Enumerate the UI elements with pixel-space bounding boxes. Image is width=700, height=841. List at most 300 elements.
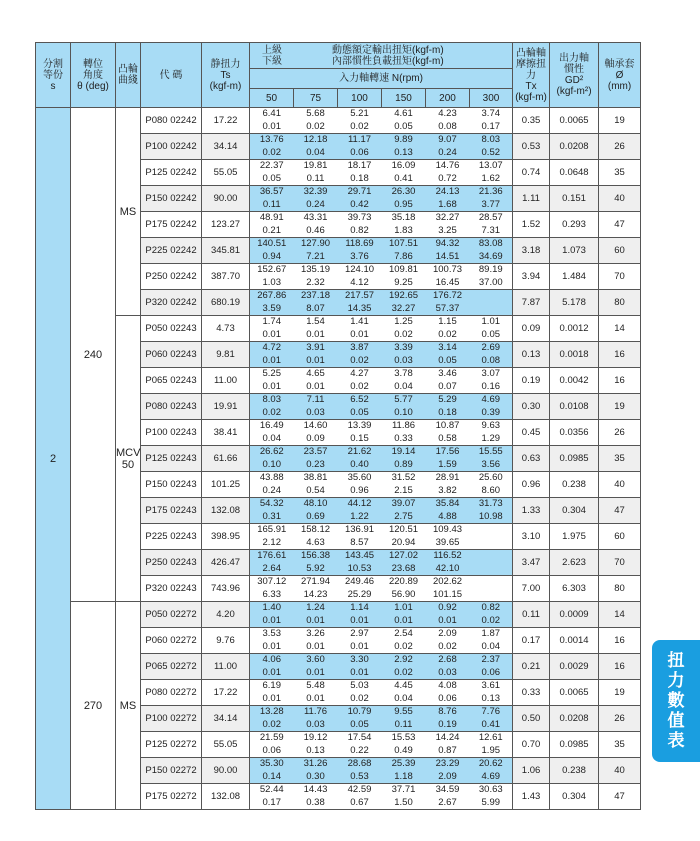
torque-cell (426, 472, 470, 498)
header-friction: 凸輪軸 摩擦扭力 Tx (kgf-m) (513, 43, 550, 108)
inertia-torque: 57.37 (435, 302, 460, 314)
rated-torque: 35.84 (435, 498, 460, 509)
inertia-torque: 0.05 (481, 328, 501, 340)
inertia-torque: 0.06 (350, 146, 369, 158)
torque-cell (470, 758, 513, 784)
header-speed: 50 (250, 89, 294, 108)
torque-cell (382, 576, 426, 602)
torque-cell (250, 238, 294, 264)
torque-cell (382, 238, 426, 264)
output-inertia: 0.0108 (550, 394, 599, 420)
inertia-torque: 0.13 (306, 744, 325, 756)
rated-torque: 120.51 (388, 524, 419, 535)
inertia-torque: 0.02 (394, 640, 413, 652)
rated-torque: 3.61 (481, 680, 501, 691)
inertia-torque: 0.15 (350, 432, 369, 444)
rated-torque: 4.27 (350, 368, 369, 379)
static-torque: 9.81 (202, 342, 250, 368)
bearing-diameter: 40 (599, 186, 641, 212)
inertia-torque: 0.23 (306, 458, 325, 470)
model-code: P175 02272 (141, 784, 202, 810)
inertia-torque: 0.24 (438, 146, 457, 158)
rated-torque: 4.72 (262, 342, 281, 353)
inertia-torque: 0.41 (394, 172, 413, 184)
rated-torque: 3.26 (306, 628, 325, 639)
model-code: P080 02242 (141, 108, 202, 134)
torque-cell (294, 134, 338, 160)
inertia-torque: 0.02 (438, 640, 457, 652)
rated-torque: 48.91 (259, 212, 284, 223)
torque-cell (294, 264, 338, 290)
rated-torque: 42.59 (347, 784, 372, 795)
static-torque: 743.96 (202, 576, 250, 602)
torque-cell (338, 524, 382, 550)
static-torque: 132.08 (202, 498, 250, 524)
bearing-diameter: 26 (599, 134, 641, 160)
output-inertia: 0.0356 (550, 420, 599, 446)
rated-torque: 5.21 (350, 108, 369, 119)
friction-torque: 0.74 (513, 160, 550, 186)
side-tab-label: 扭 力 數 值 表 (667, 651, 685, 750)
inertia-torque: 3.59 (262, 302, 281, 314)
inertia-torque: 1.29 (481, 432, 501, 444)
cam-curve: MS (116, 108, 141, 316)
model-code: P060 02272 (141, 628, 202, 654)
friction-torque: 0.13 (513, 342, 550, 368)
model-code: P125 02243 (141, 446, 202, 472)
torque-cell (470, 186, 513, 212)
model-code: P100 02272 (141, 706, 202, 732)
torque-cell (382, 368, 426, 394)
static-torque: 11.00 (202, 654, 250, 680)
static-torque: 9.76 (202, 628, 250, 654)
output-inertia: 0.0208 (550, 134, 599, 160)
model-code: P225 02242 (141, 238, 202, 264)
torque-cell (382, 134, 426, 160)
rated-torque: 12.61 (478, 732, 503, 743)
torque-cell (426, 394, 470, 420)
inertia-torque: 4.69 (481, 770, 501, 782)
torque-cell (470, 134, 513, 160)
rated-torque: 4.65 (306, 368, 325, 379)
side-tab-torque-table[interactable] (652, 640, 700, 762)
inertia-torque: 0.31 (262, 510, 281, 522)
rated-torque: 11.86 (391, 420, 416, 431)
rated-torque: 22.37 (259, 160, 284, 171)
inertia-torque: 8.60 (481, 484, 501, 496)
rated-torque: 249.46 (344, 576, 375, 587)
torque-cell (470, 524, 513, 550)
header-static-torque: 静扭力 Ts (kgf-m) (202, 43, 250, 108)
model-code: P225 02243 (141, 524, 202, 550)
rated-torque: 15.55 (478, 446, 503, 457)
torque-cell (294, 680, 338, 706)
header-speed: 150 (382, 89, 426, 108)
torque-cell (470, 576, 513, 602)
torque-cell (250, 186, 294, 212)
rated-torque: 5.48 (306, 680, 325, 691)
rated-torque: 9.89 (394, 134, 413, 145)
torque-cell (294, 290, 338, 316)
inertia-torque: 1.18 (394, 770, 413, 782)
inertia-torque: 0.01 (262, 614, 281, 626)
rated-torque: 4.61 (394, 108, 413, 119)
torque-cell (338, 108, 382, 134)
friction-torque: 1.52 (513, 212, 550, 238)
rated-torque: 12.18 (303, 134, 328, 145)
inertia-torque: 0.38 (306, 796, 325, 808)
static-torque: 11.00 (202, 368, 250, 394)
inertia-torque: 0.05 (262, 172, 281, 184)
output-inertia: 0.0029 (550, 654, 599, 680)
model-code: P150 02272 (141, 758, 202, 784)
inertia-torque: 0.96 (350, 484, 369, 496)
rated-torque: 1.14 (350, 602, 369, 613)
rated-torque: 24.13 (435, 186, 460, 197)
inertia-torque: 10.53 (347, 562, 372, 574)
rated-torque: 19.81 (303, 160, 328, 171)
torque-cell (382, 160, 426, 186)
friction-torque: 0.17 (513, 628, 550, 654)
torque-cell (250, 472, 294, 498)
inertia-torque: 25.29 (347, 588, 372, 600)
output-inertia: 1.073 (550, 238, 599, 264)
torque-cell (338, 316, 382, 342)
torque-cell (250, 550, 294, 576)
rated-torque: 10.87 (435, 420, 460, 431)
rated-torque: 176.72 (432, 290, 463, 301)
torque-cell (470, 316, 513, 342)
friction-torque: 0.35 (513, 108, 550, 134)
model-code: P100 02242 (141, 134, 202, 160)
inertia-torque: 0.30 (306, 770, 325, 782)
bearing-diameter: 47 (599, 784, 641, 810)
inertia-torque: 0.18 (438, 406, 457, 418)
torque-cell (382, 264, 426, 290)
friction-torque: 3.94 (513, 264, 550, 290)
torque-cell (382, 680, 426, 706)
rated-torque: 13.76 (259, 134, 284, 145)
rated-torque: 11.17 (347, 134, 372, 145)
rated-torque: 39.73 (347, 212, 372, 223)
output-inertia: 0.0014 (550, 628, 599, 654)
torque-cell (338, 342, 382, 368)
torque-cell (382, 784, 426, 810)
bearing-diameter: 16 (599, 654, 641, 680)
table-row (36, 108, 641, 134)
model-code: P150 02243 (141, 472, 202, 498)
torque-cell (470, 784, 513, 810)
header-input-speed: 入力軸轉速 N(rpm) (250, 69, 513, 89)
rated-torque: 38.81 (303, 472, 328, 483)
rated-torque: 28.68 (347, 758, 372, 769)
friction-torque: 0.30 (513, 394, 550, 420)
header-curve: 凸輪 曲綫 (116, 43, 141, 108)
rated-torque: 5.68 (306, 108, 325, 119)
rated-torque: 21.62 (347, 446, 372, 457)
torque-cell (382, 732, 426, 758)
static-torque: 90.00 (202, 186, 250, 212)
torque-cell (338, 394, 382, 420)
inertia-torque: 0.40 (350, 458, 369, 470)
inertia-torque: 14.35 (347, 302, 372, 314)
torque-cell (470, 238, 513, 264)
output-inertia: 0.238 (550, 758, 599, 784)
torque-cell (338, 576, 382, 602)
inertia-torque: 0.01 (262, 640, 281, 652)
inertia-torque: 0.01 (394, 614, 413, 626)
torque-cell (426, 316, 470, 342)
model-code: P250 02242 (141, 264, 202, 290)
torque-cell (470, 602, 513, 628)
inertia-torque: 0.22 (350, 744, 369, 756)
rated-torque: 17.54 (347, 732, 372, 743)
torque-cell (338, 238, 382, 264)
bearing-diameter: 80 (599, 290, 641, 316)
static-torque: 4.73 (202, 316, 250, 342)
output-inertia: 0.151 (550, 186, 599, 212)
torque-cell (294, 550, 338, 576)
friction-torque: 0.96 (513, 472, 550, 498)
bearing-diameter: 40 (599, 758, 641, 784)
rated-torque: 26.30 (391, 186, 416, 197)
static-torque: 4.20 (202, 602, 250, 628)
output-inertia: 0.0648 (550, 160, 599, 186)
output-inertia: 2.623 (550, 550, 599, 576)
torque-cell (250, 732, 294, 758)
inertia-torque: 4.12 (350, 276, 369, 288)
rated-torque: 31.73 (478, 498, 503, 509)
inertia-torque: 0.01 (262, 380, 281, 392)
torque-cell (294, 342, 338, 368)
torque-cell (294, 784, 338, 810)
rated-torque: 5.03 (350, 680, 369, 691)
inertia-torque: 0.06 (438, 692, 457, 704)
output-inertia: 0.304 (550, 498, 599, 524)
torque-cell (470, 394, 513, 420)
output-inertia: 0.0985 (550, 446, 599, 472)
rated-torque: 1.24 (306, 602, 325, 613)
rated-torque: 28.57 (478, 212, 503, 223)
torque-cell (426, 108, 470, 134)
rated-torque: 1.01 (481, 316, 501, 327)
torque-cell (338, 212, 382, 238)
rated-torque: 3.30 (350, 654, 369, 665)
torque-cell (426, 186, 470, 212)
bearing-diameter: 19 (599, 394, 641, 420)
inertia-torque: 5.99 (481, 796, 501, 808)
inertia-torque: 0.02 (438, 328, 457, 340)
inertia-torque: 0.01 (262, 328, 281, 340)
inertia-torque: 2.32 (306, 276, 325, 288)
rated-torque: 1.25 (394, 316, 413, 327)
bearing-diameter: 40 (599, 472, 641, 498)
bearing-diameter: 19 (599, 680, 641, 706)
rated-torque: 7.76 (481, 706, 501, 717)
torque-cell (338, 784, 382, 810)
inertia-torque: 0.06 (481, 666, 501, 678)
bearing-diameter: 26 (599, 420, 641, 446)
inertia-torque: 1.22 (350, 510, 369, 522)
torque-cell (426, 654, 470, 680)
torque-cell (426, 758, 470, 784)
rated-torque: 14.24 (435, 732, 460, 743)
static-torque: 17.22 (202, 108, 250, 134)
torque-cell (426, 498, 470, 524)
inertia-torque: 14.51 (435, 250, 460, 262)
rated-torque: 13.39 (347, 420, 372, 431)
rated-torque: 3.74 (481, 108, 501, 119)
inertia-torque: 23.68 (391, 562, 416, 574)
torque-cell (338, 706, 382, 732)
torque-cell (382, 108, 426, 134)
rated-torque: 8.03 (262, 394, 281, 405)
bearing-diameter: 35 (599, 446, 641, 472)
inertia-torque: 0.01 (350, 640, 369, 652)
rated-torque: 2.68 (438, 654, 457, 665)
static-torque: 34.14 (202, 134, 250, 160)
inertia-torque: 0.10 (394, 406, 413, 418)
rated-torque: 10.79 (347, 706, 372, 717)
static-torque: 90.00 (202, 758, 250, 784)
torque-cell (470, 446, 513, 472)
static-torque: 680.19 (202, 290, 250, 316)
torque-cell (426, 420, 470, 446)
model-code: P150 02242 (141, 186, 202, 212)
table-row (36, 602, 641, 628)
inertia-torque: 20.94 (391, 536, 416, 548)
torque-cell (338, 628, 382, 654)
inertia-torque: 0.02 (350, 354, 369, 366)
friction-torque: 0.11 (513, 602, 550, 628)
model-code: P050 02272 (141, 602, 202, 628)
inertia-torque: 6.33 (262, 588, 281, 600)
torque-cell (250, 342, 294, 368)
inertia-torque: 7.86 (394, 250, 413, 262)
rated-torque: 3.78 (394, 368, 413, 379)
torque-cell (426, 602, 470, 628)
output-inertia: 0.0018 (550, 342, 599, 368)
output-inertia: 0.0985 (550, 732, 599, 758)
torque-cell (382, 628, 426, 654)
rated-torque: 43.31 (303, 212, 328, 223)
torque-cell (470, 706, 513, 732)
torque-cell (250, 576, 294, 602)
output-inertia: 1.975 (550, 524, 599, 550)
torque-cell (470, 628, 513, 654)
header-dynamic (250, 43, 513, 69)
rated-torque: 2.69 (481, 342, 501, 353)
inertia-torque: 0.08 (438, 120, 457, 132)
bearing-diameter: 14 (599, 316, 641, 342)
rated-torque: 3.14 (438, 342, 457, 353)
torque-cell (250, 758, 294, 784)
torque-cell (382, 186, 426, 212)
inertia-torque: 0.06 (262, 744, 281, 756)
torque-cell (426, 576, 470, 602)
inertia-torque: 0.33 (394, 432, 413, 444)
rated-torque: 127.02 (388, 550, 419, 561)
bearing-diameter: 80 (599, 576, 641, 602)
inertia-torque: 0.17 (262, 796, 281, 808)
inertia-torque: 0.52 (481, 146, 501, 158)
torque-cell (426, 550, 470, 576)
static-torque: 61.66 (202, 446, 250, 472)
inertia-torque: 0.17 (481, 120, 501, 132)
torque-cell (382, 706, 426, 732)
inertia-torque: 0.53 (350, 770, 369, 782)
rated-torque: 44.12 (347, 498, 372, 509)
rated-torque: 20.62 (478, 758, 503, 769)
bearing-diameter: 47 (599, 498, 641, 524)
inertia-torque: 0.11 (394, 718, 413, 730)
header-speed: 100 (338, 89, 382, 108)
static-torque: 101.25 (202, 472, 250, 498)
model-code: P050 02243 (141, 316, 202, 342)
torque-cell (426, 628, 470, 654)
inertia-torque: 0.72 (438, 172, 457, 184)
friction-torque: 1.43 (513, 784, 550, 810)
inertia-torque: 0.02 (350, 692, 369, 704)
torque-cell (426, 134, 470, 160)
torque-cell (250, 316, 294, 342)
inertia-torque: 0.01 (350, 614, 369, 626)
rated-torque: 1.01 (394, 602, 413, 613)
torque-cell (382, 654, 426, 680)
torque-cell (294, 472, 338, 498)
bearing-diameter: 16 (599, 342, 641, 368)
output-inertia: 1.484 (550, 264, 599, 290)
torque-cell (338, 732, 382, 758)
inertia-torque: 0.02 (262, 718, 281, 730)
bearing-diameter: 26 (599, 706, 641, 732)
inertia-torque: 3.76 (350, 250, 369, 262)
torque-cell (294, 212, 338, 238)
rated-torque: 52.44 (259, 784, 284, 795)
inertia-torque: 0.01 (262, 666, 281, 678)
inertia-torque: 14.23 (303, 588, 328, 600)
inertia-torque: 0.05 (438, 354, 457, 366)
inertia-torque: 0.19 (438, 718, 457, 730)
torque-cell (250, 264, 294, 290)
bearing-diameter: 70 (599, 264, 641, 290)
inertia-torque: 0.42 (350, 198, 369, 210)
bearing-diameter: 16 (599, 368, 641, 394)
rated-torque: 220.89 (388, 576, 419, 587)
inertia-torque: 32.27 (391, 302, 416, 314)
inertia-torque: 1.62 (481, 172, 501, 184)
bearing-diameter: 47 (599, 212, 641, 238)
model-code: P080 02243 (141, 394, 202, 420)
rated-torque: 156.38 (300, 550, 331, 561)
rated-torque: 2.92 (394, 654, 413, 665)
model-code: P125 02242 (141, 160, 202, 186)
header-dynamic-torque: 動態額定輸出扭矩(kgf-m) 內部慣性負載扭矩(kgf-m) (332, 44, 444, 67)
torque-cell (426, 706, 470, 732)
header-speed: 200 (426, 89, 470, 108)
inertia-torque: 3.77 (481, 198, 501, 210)
torque-cell (250, 602, 294, 628)
inertia-torque: 2.64 (262, 562, 281, 574)
rated-torque: 0.92 (438, 602, 457, 613)
torque-cell (338, 602, 382, 628)
static-torque: 345.81 (202, 238, 250, 264)
inertia-torque: 0.11 (306, 172, 325, 184)
rated-torque: 267.86 (257, 290, 287, 301)
rated-torque: 19.12 (303, 732, 328, 743)
inertia-torque: 0.02 (394, 666, 413, 678)
torque-cell (250, 706, 294, 732)
